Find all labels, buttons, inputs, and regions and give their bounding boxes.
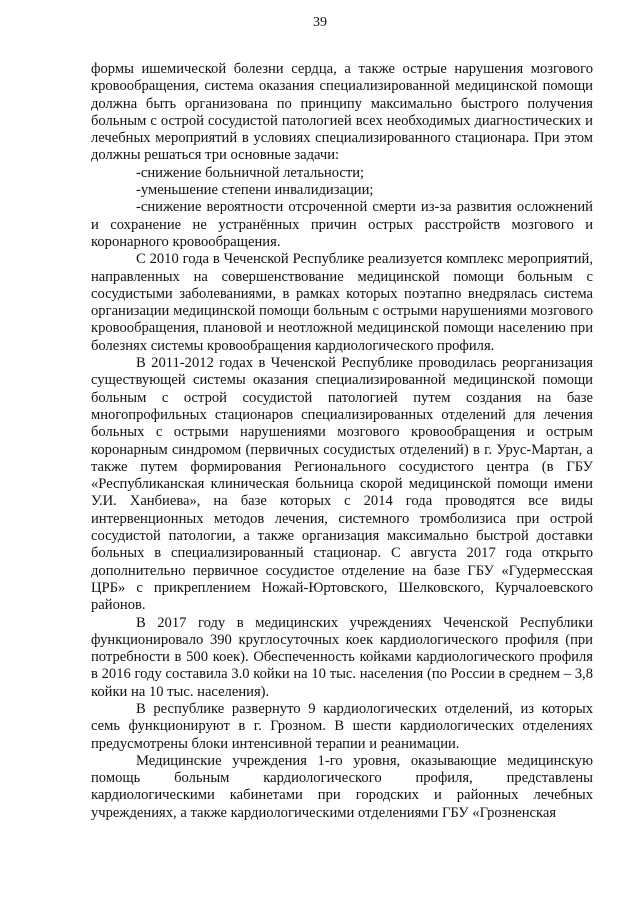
paragraph-first-level-institutions: Медицинские учреждения 1-го уровня, оказывающие медицинскую помощь больным кардиологического профиля, представлены кардиологическими кабинетами при городских и районных лечебных учреждениях, а также кардиологическими отделениями ГБУ «Грозненская — [91, 752, 593, 821]
paragraph-2010-measures: С 2010 года в Чеченской Республике реализуется комплекс мероприятий, направленных на совершенствование медицинской помощи больным с сосудистыми заболеваниями, в рамках которых поэтапно внедрялась система организации медицинской помощи больным с острыми нарушениями мозгового кровообращения, плановой и неотложной медицинской помощи населению при болезнях системы кровообращения кардиологического профиля. — [91, 251, 593, 354]
list-item-mortality: -снижение больничной летальности; — [136, 164, 365, 181]
body-text — [91, 61, 593, 822]
paragraph-cardiology-departments: В республике развернуто 9 кардиологических отделений, из которых семь функционируют в г. Грозном. В шести кардиологических отделениях предусмотрены блоки интенсивной терапии и реанимации. — [91, 700, 593, 752]
page-number: 39 — [313, 15, 327, 30]
list-item-delayed-death: -снижение вероятности отсроченной смерти из-за развития осложнений и сохранение не устранённых причин острых расстройств мозгового и коронарного кровообращения. — [91, 199, 593, 250]
list-item-disability: -уменьшение степени инвалидизации; — [136, 182, 374, 199]
paragraph-2017-beds: В 2017 году в медицинских учреждениях Чеченской Республики функционировало 390 круглосуточных коек кардиологического профиля (при потребности в 500 коек). Обеспеченность койками кардиологического профиля в 2016 году составила 3.0 койки на 10 тыс. населения (по России в среднем – 3,8 койки на 10 тыс. населения). — [91, 614, 593, 700]
paragraph-continuation: формы ишемической болезни сердца, а также острые нарушения мозгового кровообращения, система оказания специализированной медицинской помощи должна быть организована по принципу максимально быстрого получения больным с острой сосудистой патологией всех необходимых диагностических и лечебных мероприятий в условиях специализированного стационара. При этом должны решаться три основные задачи: — [91, 61, 593, 164]
paragraph-2011-2012-reorganization: В 2011-2012 годах в Чеченской Республике проводилась реорганизация существующей системы оказания специализированной медицинской помощи больным с острой сосудистой патологией путем создания на базе многопрофильных стационаров специализированных отделений для лечения больных с острыми нарушениями мозгового кровообращения и острым коронарным синдромом (первичных сосудистых отделений) в г. Урус-Мартан, а также путем формирования Регионального сосудистого центра (в ГБУ «Республиканская клиническая больница скорой медицинской помощи имени У.И. Ханбиева», на базе которых с 2014 года проводятся все виды интервенционных методов лечения, системного тромболизиса при острой сосудистой патологии, а также организация максимально быстрой доставки больных в специализированный стационар. С августа 2017 года открыто дополнительно первичное сосудистое отделение на базе ГБУ «Гудермесская ЦРБ» с прикреплением Ножай-Юртовского, Шелковского, Курчалоевского районов. — [91, 355, 593, 614]
